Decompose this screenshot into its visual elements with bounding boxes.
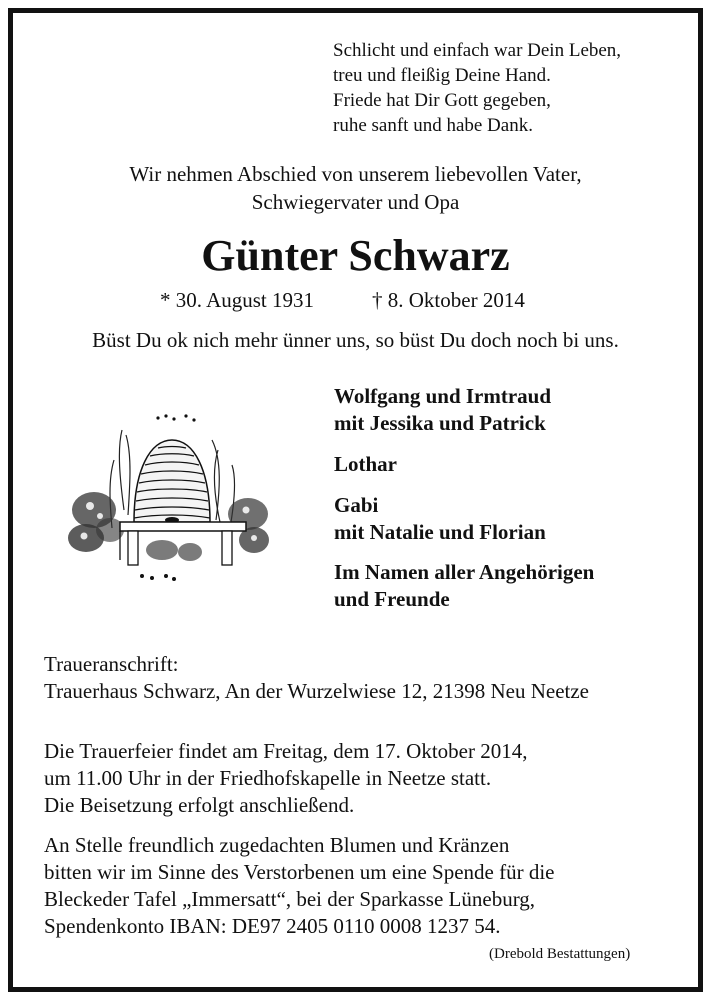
ceremony-info [44, 738, 527, 819]
donation-line: Bleckeder Tafel „Immersatt“, bei der Sparkasse Lüneburg, [44, 887, 536, 911]
deceased-name: Günter Schwarz [201, 231, 510, 280]
family-group [334, 383, 551, 437]
birth-date: * 30. August 1931 [160, 288, 315, 312]
farewell-intro [0, 160, 711, 216]
address-label: Traueranschrift: [44, 652, 179, 676]
family-line: Lothar [334, 452, 397, 476]
family-line: mit Jessika und Patrick [334, 411, 546, 435]
donation-line: An Stelle freundlich zugedachten Blumen und Kränzen [44, 833, 510, 857]
beehive-icon [62, 410, 272, 590]
family-line: und Freunde [334, 587, 450, 611]
death-date: † 8. Oktober 2014 [372, 288, 525, 312]
family-line: mit Natalie und Florian [334, 520, 546, 544]
donation-line: Spendenkonto IBAN: DE97 2405 0110 0008 1237 54. [44, 914, 501, 938]
family-group [334, 559, 594, 613]
funeral-home-credit: (Drebold Bestattungen) [489, 946, 631, 962]
family-group [334, 451, 397, 478]
family-line: Gabi [334, 493, 379, 517]
donation-line: bitten wir im Sinne des Verstorbenen um eine Spende für die [44, 860, 555, 884]
poem-line: treu und fleißig Deine Hand. [333, 65, 551, 86]
intro-line: Schwiegervater und Opa [251, 190, 460, 214]
donation-request [44, 832, 555, 940]
intro-line: Wir nehmen Abschied von unserem liebevollen Vater, [129, 162, 582, 186]
mourning-address [44, 651, 589, 705]
poem-line: Schlicht und einfach war Dein Leben, [333, 40, 622, 61]
poem-line: Friede hat Dir Gott gegeben, [333, 90, 551, 111]
poem-line: ruhe sanft und habe Dank. [333, 115, 533, 136]
family-line: Wolfgang und Irmtraud [334, 384, 552, 408]
beehive-illustration [62, 410, 272, 590]
motto: Büst Du ok nich mehr ünner uns, so büst Du doch noch bi uns. [92, 328, 619, 352]
ceremony-line: Die Trauerfeier findet am Freitag, dem 17. Oktober 2014, [44, 739, 528, 763]
family-group [334, 492, 546, 546]
poem [333, 38, 621, 138]
ceremony-line: Die Beisetzung erfolgt anschließend. [44, 793, 355, 817]
family-line: Im Namen aller Angehörigen [334, 560, 595, 584]
ceremony-line: um 11.00 Uhr in der Friedhofskapelle in Neetze statt. [44, 766, 492, 790]
address-text: Trauerhaus Schwarz, An der Wurzelwiese 12, 21398 Neu Neetze [44, 679, 589, 703]
